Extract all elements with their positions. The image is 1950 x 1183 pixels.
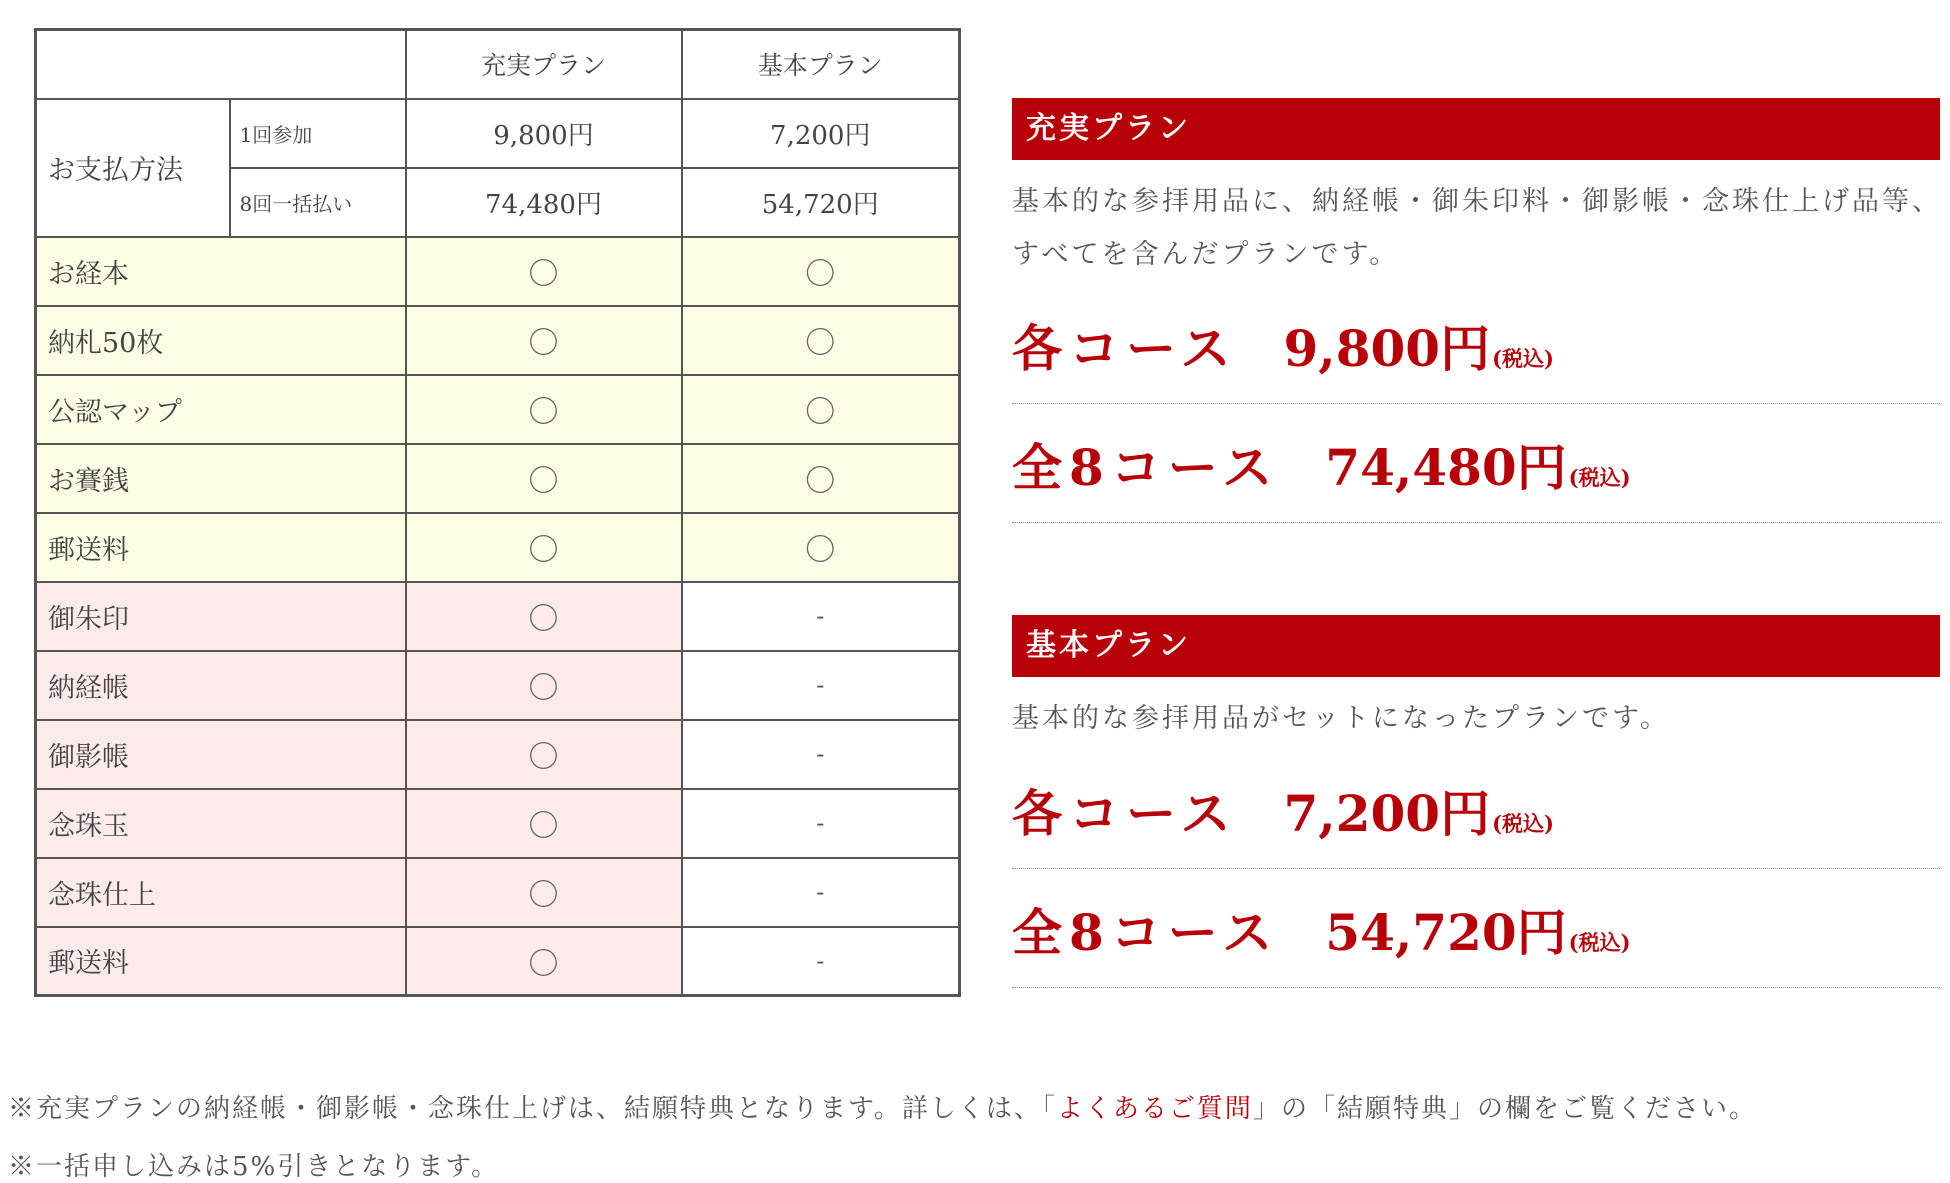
payment-method-label: お支払方法 xyxy=(36,99,230,237)
table-row xyxy=(36,375,960,444)
item-label: お賽銭 xyxy=(36,444,406,513)
header-basic-plan: 基本プラン xyxy=(682,30,960,99)
bonus-note-text-after: 」の「結願特典」の欄をご覧ください。 xyxy=(1252,1094,1757,1124)
bonus-note-text-before: ※充実プランの納経帳・御影帳・念珠仕上げは、結願特典となります。詳しくは、「 xyxy=(8,1094,1057,1124)
payment-bulk-label: 8回一括払い xyxy=(230,168,406,237)
table-row xyxy=(36,789,960,858)
basic-plan-inclusion: - xyxy=(682,720,960,789)
basic-bulk-price: 54,720円 xyxy=(682,168,960,237)
full-plan-inclusion: 〇 xyxy=(406,444,682,513)
full-plan-inclusion: 〇 xyxy=(406,927,682,996)
full-all-course-price: 74,480円 xyxy=(1325,438,1567,497)
full-plan-inclusion: 〇 xyxy=(406,858,682,927)
basic-plan-description: 基本的な参拝用品がセットになったプランです。 xyxy=(1012,703,1670,734)
basic-plan-inclusion: - xyxy=(682,582,960,651)
full-plan-header: 充実プラン xyxy=(1012,98,1940,160)
table-header-row xyxy=(36,30,960,99)
discount-note: ※一括申し込みは5%引きとなります。 xyxy=(8,1152,500,1182)
table-row xyxy=(36,306,960,375)
full-plan-description: 基本的な参拝用品に、納経帳・御朱印料・御影帳・念珠仕上げ品等、すべてを含んだプランです。 xyxy=(1012,186,1942,270)
full-plan-inclusion: 〇 xyxy=(406,306,682,375)
full-plan-inclusion: 〇 xyxy=(406,789,682,858)
basic-all-course-label: 全8コース xyxy=(1012,903,1280,962)
table-row xyxy=(36,927,960,996)
table-row xyxy=(36,651,960,720)
item-label: 納経帳 xyxy=(36,651,406,720)
basic-single-course-price: 7,200円 xyxy=(1283,784,1491,843)
bonus-note xyxy=(8,1088,1757,1125)
basic-plan-header: 基本プラン xyxy=(1012,615,1940,677)
basic-plan-inclusion: 〇 xyxy=(682,375,960,444)
basic-single-tax-note: (税込) xyxy=(1492,811,1554,836)
basic-plan-inclusion: 〇 xyxy=(682,237,960,306)
full-single-price: 9,800円 xyxy=(406,99,682,168)
basic-plan-inclusion: - xyxy=(682,927,960,996)
item-label: 納札50枚 xyxy=(36,306,406,375)
table-row xyxy=(36,444,960,513)
full-all-tax-note: (税込) xyxy=(1568,465,1631,490)
basic-plan-inclusion: - xyxy=(682,858,960,927)
table-row xyxy=(36,513,960,582)
item-label: 念珠玉 xyxy=(36,789,406,858)
table-row xyxy=(36,237,960,306)
item-label: お経本 xyxy=(36,237,406,306)
item-label: 御朱印 xyxy=(36,582,406,651)
basic-plan-inclusion: 〇 xyxy=(682,513,960,582)
full-plan-inclusion: 〇 xyxy=(406,237,682,306)
full-plan-inclusion: 〇 xyxy=(406,720,682,789)
item-label: 念珠仕上 xyxy=(36,858,406,927)
faq-link[interactable]: よくあるご質問 xyxy=(1056,1094,1253,1124)
full-single-tax-note: (税込) xyxy=(1492,346,1554,371)
header-full-plan: 充実プラン xyxy=(406,30,682,99)
full-plan-all-price-line xyxy=(1012,404,1940,523)
basic-plan-inclusion: - xyxy=(682,651,960,720)
table-row xyxy=(36,720,960,789)
basic-plan-inclusion: 〇 xyxy=(682,444,960,513)
basic-plan-all-price-line xyxy=(1012,869,1940,988)
full-all-course-label: 全8コース xyxy=(1012,438,1280,497)
full-plan-inclusion: 〇 xyxy=(406,375,682,444)
table-row xyxy=(36,582,960,651)
payment-row-single xyxy=(36,99,960,168)
full-plan-inclusion: 〇 xyxy=(406,582,682,651)
basic-all-tax-note: (税込) xyxy=(1568,930,1631,955)
item-label: 郵送料 xyxy=(36,513,406,582)
full-plan-inclusion: 〇 xyxy=(406,651,682,720)
payment-single-label: 1回参加 xyxy=(230,99,406,168)
full-single-course-price: 9,800円 xyxy=(1283,319,1491,378)
full-single-course-label: 各コース xyxy=(1012,319,1238,378)
basic-all-course-price: 54,720円 xyxy=(1325,903,1567,962)
full-plan-inclusion: 〇 xyxy=(406,513,682,582)
item-label: 郵送料 xyxy=(36,927,406,996)
basic-plan-single-price-line xyxy=(1012,750,1940,869)
item-label: 公認マップ xyxy=(36,375,406,444)
full-bulk-price: 74,480円 xyxy=(406,168,682,237)
basic-plan-inclusion: - xyxy=(682,789,960,858)
header-empty-cell xyxy=(36,30,406,99)
plan-comparison-table xyxy=(34,28,961,997)
basic-single-course-label: 各コース xyxy=(1012,784,1238,843)
full-plan-single-price-line xyxy=(1012,285,1940,404)
table-row xyxy=(36,858,960,927)
item-label: 御影帳 xyxy=(36,720,406,789)
basic-plan-inclusion: 〇 xyxy=(682,306,960,375)
basic-single-price: 7,200円 xyxy=(682,99,960,168)
